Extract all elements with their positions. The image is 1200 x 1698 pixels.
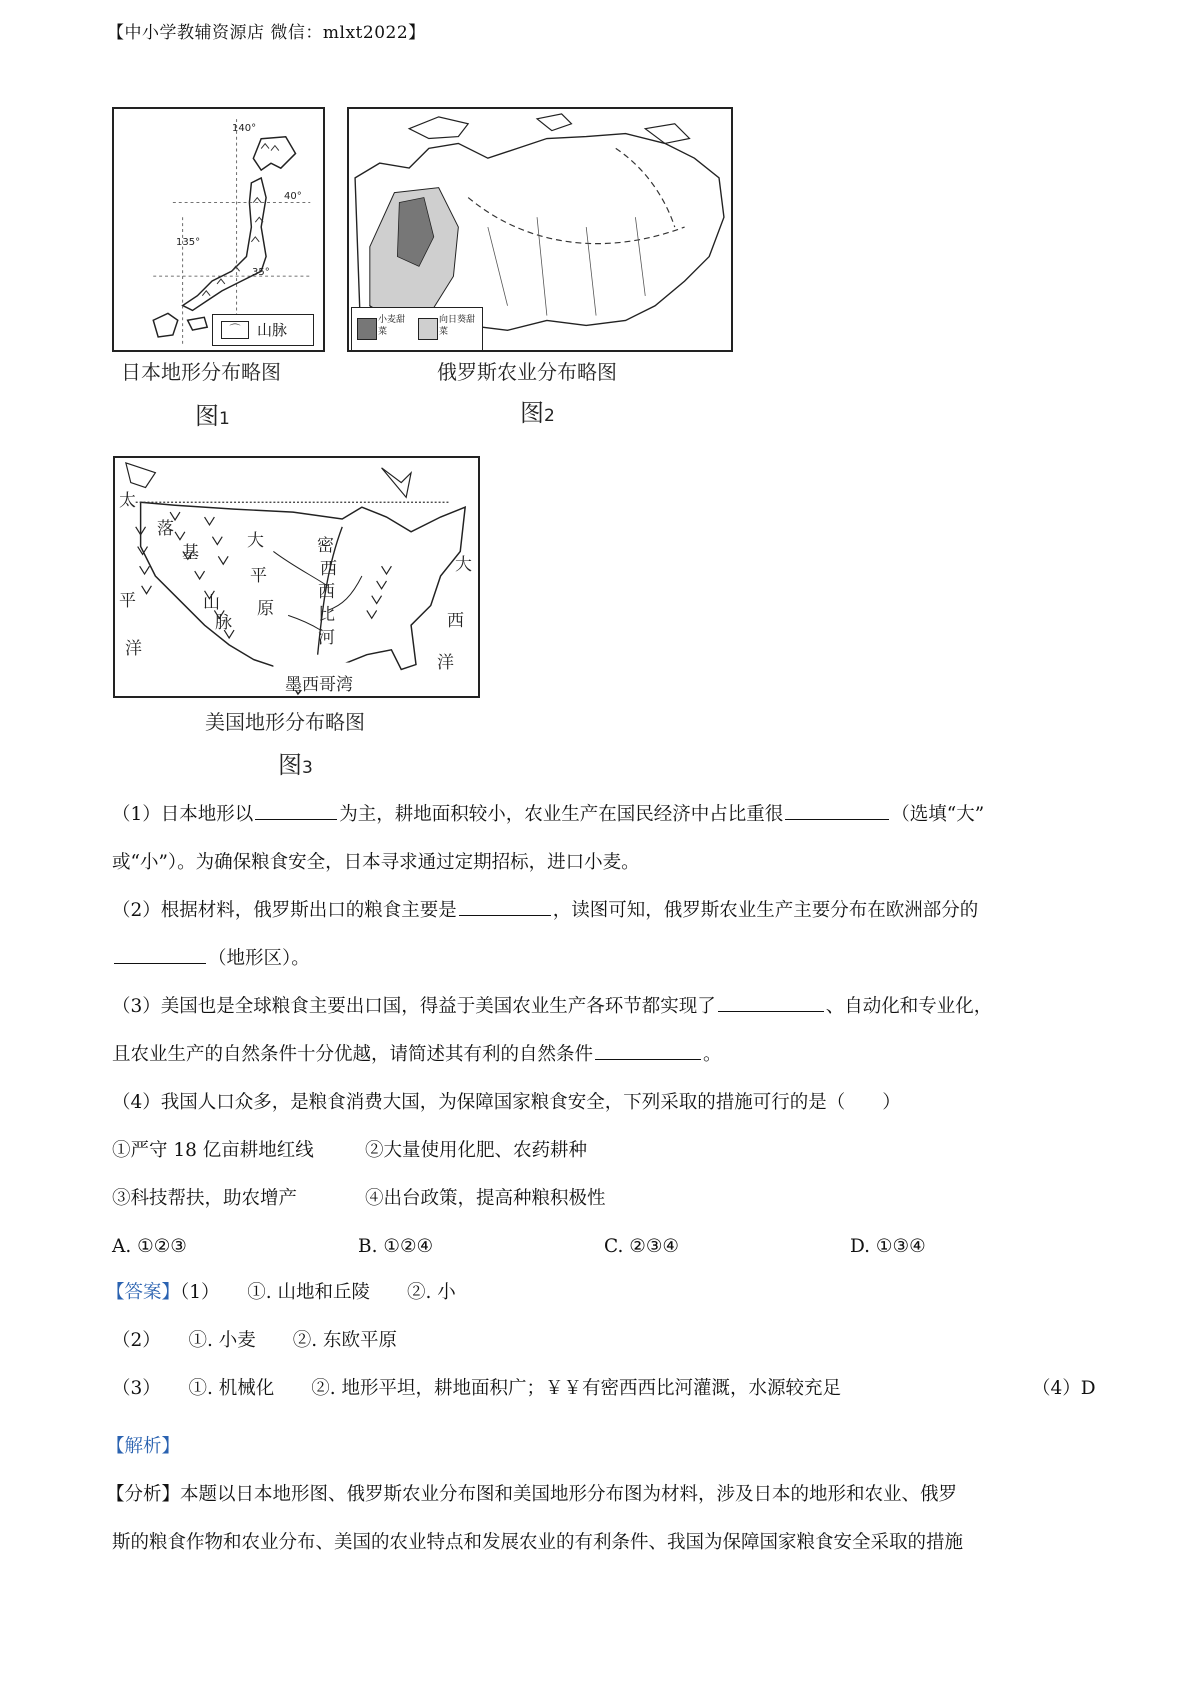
question-3-line-2: 且农业生产的自然条件十分优越，请简述其有利的自然条件 。: [112, 1040, 722, 1070]
japan-legend: [212, 314, 314, 346]
option-b[interactable]: B. ①②④: [358, 1236, 434, 1257]
russia-legend: [351, 307, 483, 352]
japan-legend-label: 山脉: [257, 321, 288, 339]
usa-map-drawing: [115, 458, 478, 696]
usa-label-plains-1: 大: [247, 531, 264, 551]
mountain-icon: ⌒: [221, 321, 249, 339]
usa-label-miss-5: 河: [318, 628, 335, 648]
japan-mark-35: 35°: [252, 267, 270, 278]
answer-tag: 【答案】: [106, 1282, 181, 1303]
usa-label-atlantic-3: 洋: [437, 653, 454, 673]
question-3-line-1: （3）美国也是全球粮食主要出口国，得益于美国农业生产各环节都实现了 、自动化和专业化，: [112, 992, 992, 1022]
usa-terrain-map: [113, 456, 480, 698]
analysis-tag: 【解析】: [106, 1436, 181, 1457]
usa-label-rocky-4: 脉: [215, 613, 232, 633]
legend-label-wheat: 小麦甜菜: [378, 315, 406, 337]
usa-label-rocky-1: 落: [157, 519, 174, 539]
answer-blank[interactable]: [785, 801, 889, 820]
question-4-items-1: ①严守 18 亿亩耕地红线 ②大量使用化肥、农药耕种: [112, 1140, 588, 1161]
usa-label-atlantic-1: 大: [455, 555, 472, 575]
usa-label-miss-3: 西: [318, 582, 335, 602]
question-1-line-1: （1）日本地形以 为主，耕地面积较小，农业生产在国民经济中占比重很 （选填“大”: [112, 800, 984, 830]
usa-label-miss-1: 密: [317, 536, 334, 556]
answer-blank[interactable]: [114, 945, 206, 964]
fig1-caption: 日本地形分布略图: [121, 360, 281, 384]
answer-line-2: （2） ①. 小麦 ②. 东欧平原: [112, 1330, 398, 1351]
fig2-caption: 俄罗斯农业分布略图: [437, 360, 617, 384]
question-4-stem: （4）我国人口众多，是粮食消费大国，为保障国家粮食安全，下列采取的措施可行的是（ ）: [112, 1092, 901, 1113]
question-1-line-2: 或“小”）。为确保粮食安全，日本寻求通过定期招标，进口小麦。: [112, 852, 640, 873]
analysis-line-2: 斯的粮食作物和农业分布、美国的农业特点和发展农业的有利条件、我国为保障国家粮食安全采取的措施: [112, 1532, 964, 1553]
usa-label-miss-4: 比: [318, 605, 335, 625]
answer-blank[interactable]: [459, 897, 551, 916]
analysis-line-1: 【分析】本题以日本地形图、俄罗斯农业分布图和美国地形分布图为材料，涉及日本的地形和农业、俄罗: [106, 1484, 958, 1505]
legend-swatch-sunflower: [418, 318, 438, 340]
answer-line-3: （3） ①. 机械化 ②. 地形平坦，耕地面积广；￥￥有密西西比河灌溉，水源较充足: [112, 1378, 842, 1399]
fig3-label: 图3: [278, 751, 313, 779]
russia-agriculture-map: [347, 107, 733, 352]
option-a[interactable]: A. ①②③: [112, 1236, 187, 1257]
usa-label-pacific-3: 洋: [125, 639, 142, 659]
usa-label-atlantic-2: 西: [447, 611, 464, 631]
fig2-label: 图2: [520, 399, 555, 427]
usa-label-miss-2: 西: [320, 559, 337, 579]
legend-label-sunflower: 向日葵甜菜: [439, 315, 476, 337]
usa-label-pacific-2: 平: [119, 591, 136, 611]
answer-line-1: 【答案】（1） ①. 山地和丘陵 ②. 小: [106, 1282, 456, 1303]
japan-mark-140: 140°: [232, 123, 257, 134]
question-4-items-2: ③科技帮扶，助农增产 ④出台政策，提高种粮积极性: [112, 1188, 606, 1209]
option-c[interactable]: C. ②③④: [604, 1236, 680, 1257]
usa-label-plains-3: 原: [257, 599, 274, 619]
legend-swatch-wheat: [357, 318, 377, 340]
fig1-label: 图1: [195, 402, 230, 430]
japan-mark-40: 40°: [284, 191, 302, 202]
japan-mark-135: 135°: [176, 237, 201, 248]
page-header: 【中小学教辅资源店 微信：mlxt2022】: [107, 23, 426, 43]
japan-terrain-map: [112, 107, 325, 352]
usa-label-plains-2: 平: [250, 566, 267, 586]
usa-label-gulf: 墨西哥湾: [285, 675, 353, 695]
usa-label-rocky-3: 山: [203, 593, 220, 613]
question-2-line-1: （2）根据材料，俄罗斯出口的粮食主要是 ，读图可知，俄罗斯农业生产主要分布在欧洲部分的: [112, 896, 978, 926]
question-4-options: [112, 1232, 926, 1262]
fig3-caption: 美国地形分布略图: [205, 710, 365, 734]
answer-line-4: （4）D: [1032, 1378, 1096, 1399]
answer-blank[interactable]: [255, 801, 337, 820]
answer-blank[interactable]: [595, 1041, 701, 1060]
option-d[interactable]: D. ①③④: [850, 1236, 926, 1257]
usa-label-pacific-1: 太: [119, 491, 136, 511]
answer-blank[interactable]: [718, 993, 824, 1012]
usa-label-rocky-2: 基: [182, 543, 199, 563]
question-2-line-2: （地形区）。: [112, 944, 310, 974]
